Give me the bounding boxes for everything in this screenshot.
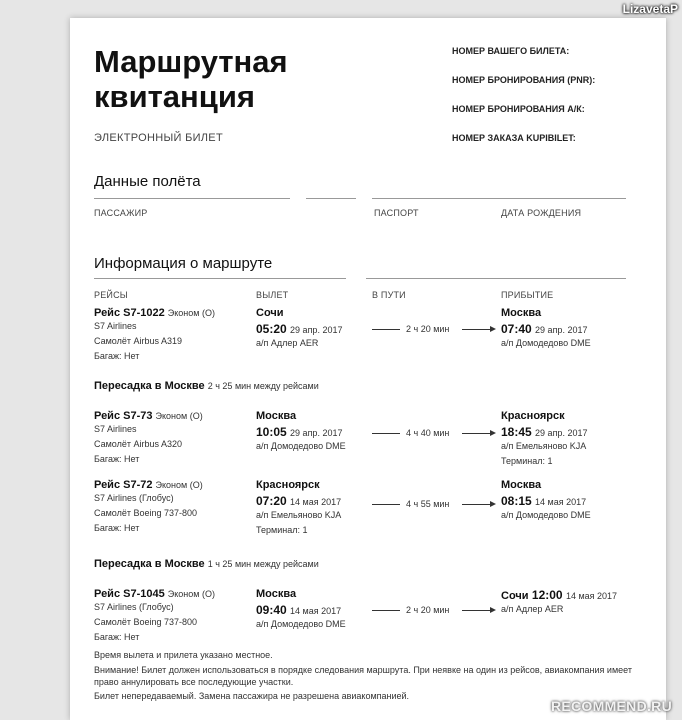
arrival-time: 08:15 14 мая 2017 [501, 494, 587, 508]
itinerary-receipt [70, 18, 666, 720]
flight-data-heading: Данные полёта [94, 173, 201, 190]
arrival-city-time [501, 588, 661, 602]
baggage: Багаж: Нет [94, 523, 140, 533]
aircraft: Самолёт Boeing 737-800 [94, 508, 198, 518]
departure-city: Красноярск [256, 479, 320, 491]
airline: S7 Airlines [94, 424, 137, 434]
divider [94, 198, 290, 199]
flight-info [94, 479, 254, 536]
local-time-note: Время вылета и прилета указано местное. [94, 650, 273, 660]
watermark-logo: RECOMMEND.RU [550, 698, 672, 714]
ticket-info [452, 46, 595, 162]
departure-date: 29 апр. 2017 [290, 325, 343, 335]
duration-line [372, 329, 400, 330]
departure-city: Москва [256, 588, 297, 600]
arrival-date: 14 мая 2017 [565, 591, 618, 601]
airline-booking-label: НОМЕР БРОНИРОВАНИЯ А/К: [452, 104, 585, 114]
passport-column: ПАСПОРТ [374, 208, 419, 218]
duration-line [462, 610, 492, 611]
baggage: Багаж: Нет [94, 351, 140, 361]
airline: S7 Airlines [94, 321, 137, 331]
baggage: Багаж: Нет [94, 454, 140, 464]
flight-info [94, 588, 254, 645]
arrival-column: ПРИБЫТИЕ [501, 290, 554, 300]
departure-city: Сочи [256, 307, 284, 319]
duration-line [372, 433, 400, 434]
arrival-airport: а/п Адлер AER [501, 604, 564, 614]
arrow-right-icon [490, 430, 496, 436]
arrival-info [501, 307, 641, 351]
aircraft: Самолёт Airbus A319 [94, 336, 183, 346]
arrival-date: 14 мая 2017 [535, 497, 587, 507]
flight-info [94, 410, 254, 467]
arrival-airport: а/п Домодедово DME [501, 510, 591, 520]
divider [306, 198, 356, 199]
aircraft: Самолёт Airbus A320 [94, 439, 183, 449]
flight-duration: 4 ч 40 мин [406, 428, 450, 438]
flights-column: РЕЙСЫ [94, 290, 128, 300]
flight-number: Рейс S7-73 Эконом (O) [94, 410, 203, 422]
departure-column: ВЫЛЕТ [256, 290, 289, 300]
route-heading: Информация о маршруте [94, 255, 273, 272]
departure-date: 29 апр. 2017 [290, 428, 343, 438]
departure-airport: а/п Домодедово DME [256, 619, 346, 629]
duration-line [372, 610, 400, 611]
airline: S7 Airlines (Глобус) [94, 493, 174, 503]
departure-info [256, 479, 372, 538]
arrival-date: 29 апр. 2017 [535, 325, 588, 335]
arrow-right-icon [490, 607, 496, 613]
arrival-info [501, 588, 661, 617]
flight-duration: 4 ч 55 мин [406, 499, 450, 509]
duration-line [462, 504, 492, 505]
departure-airport: а/п Адлер AER [256, 338, 319, 348]
arrival-city: Сочи [501, 590, 529, 602]
arrival-city: Красноярск [501, 410, 565, 422]
departure-time: 07:20 14 мая 2017 [256, 494, 342, 508]
arrival-terminal: Терминал: 1 [501, 456, 553, 466]
transfer-duration: 2 ч 25 мин между рейсами [207, 381, 319, 391]
airline: S7 Airlines (Глобус) [94, 602, 174, 612]
divider [94, 278, 346, 279]
birthdate-column: ДАТА РОЖДЕНИЯ [501, 208, 582, 218]
page-title: Маршрутная квитанция [94, 44, 288, 114]
divider [372, 198, 626, 199]
transfer-info: Пересадка в Москве 2 ч 25 мин между рейсами [94, 380, 319, 392]
fare-class: Эконом (O) [167, 308, 215, 318]
page-subtitle: ЭЛЕКТРОННЫЙ БИЛЕТ [94, 132, 223, 144]
departure-terminal: Терминал: 1 [256, 525, 308, 535]
flight-number: Рейс S7-1022 Эконом (O) [94, 307, 215, 319]
duration-line [462, 329, 492, 330]
transfer-info: Пересадка в Москве 1 ч 25 мин между рейсами [94, 558, 319, 570]
departure-info [256, 410, 372, 454]
departure-info [256, 588, 372, 632]
transfer-duration: 1 ч 25 мин между рейсами [207, 559, 319, 569]
departure-date: 14 мая 2017 [290, 606, 342, 616]
departure-airport: а/п Домодедово DME [256, 441, 346, 451]
arrival-time: 12:00 [531, 588, 563, 602]
departure-time: 09:40 14 мая 2017 [256, 603, 342, 617]
route-order-warning: Внимание! Билет должен использоваться в порядке следования маршрута. При неявке на один из рейсов, авиакомпания имеет право аннулировать все последующие участки. [94, 665, 632, 687]
flight-duration: 2 ч 20 мин [406, 605, 450, 615]
arrival-time: 07:40 29 апр. 2017 [501, 322, 588, 336]
arrow-right-icon [490, 326, 496, 332]
aircraft: Самолёт Boeing 737-800 [94, 617, 198, 627]
duration-column: В ПУТИ [372, 290, 406, 300]
divider [366, 278, 626, 279]
departure-date: 14 мая 2017 [290, 497, 342, 507]
fare-class: Эконом (O) [155, 480, 203, 490]
duration-line [372, 504, 400, 505]
flight-number: Рейс S7-72 Эконом (O) [94, 479, 203, 491]
order-number-label: НОМЕР ЗАКАЗА KUPIBILET: [452, 133, 576, 143]
arrival-info [501, 479, 651, 523]
arrival-city: Москва [501, 479, 542, 491]
non-transferable-note: Билет непередаваемый. Замена пассажира не разрешена авиакомпанией. [94, 691, 410, 701]
arrival-info [501, 410, 651, 469]
passenger-column: ПАССАЖИР [94, 208, 148, 218]
arrival-date: 29 апр. 2017 [535, 428, 588, 438]
flight-info [94, 307, 254, 364]
fare-class: Эконом (O) [167, 589, 215, 599]
fare-class: Эконом (O) [155, 411, 203, 421]
flight-duration: 2 ч 20 мин [406, 324, 450, 334]
arrival-city: Москва [501, 307, 542, 319]
flight-number: Рейс S7-1045 Эконом (O) [94, 588, 215, 600]
arrival-airport: а/п Емельяново KJA [501, 441, 587, 451]
arrival-time: 18:45 29 апр. 2017 [501, 425, 588, 439]
baggage: Багаж: Нет [94, 632, 140, 642]
pnr-label: НОМЕР БРОНИРОВАНИЯ (PNR): [452, 75, 596, 85]
departure-airport: а/п Емельяново KJA [256, 510, 342, 520]
departure-time: 10:05 29 апр. 2017 [256, 425, 343, 439]
arrow-right-icon [490, 501, 496, 507]
departure-city: Москва [256, 410, 297, 422]
username-label: LizavetaP [622, 2, 678, 16]
duration-line [462, 433, 492, 434]
ticket-number-label: НОМЕР ВАШЕГО БИЛЕТА: [452, 46, 570, 56]
departure-time: 05:20 29 апр. 2017 [256, 322, 343, 336]
departure-info [256, 307, 372, 351]
arrival-airport: а/п Домодедово DME [501, 338, 591, 348]
